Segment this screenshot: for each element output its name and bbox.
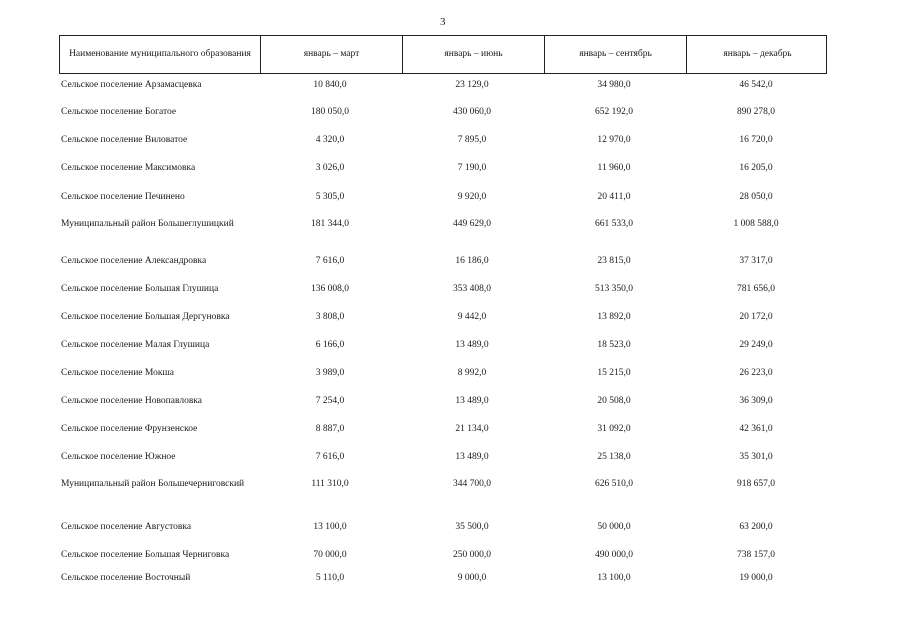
value-h1: 23 129,0 <box>455 80 489 90</box>
municipality-name: Сельское поселение Богатое <box>61 107 177 117</box>
value-h1: 344 700,0 <box>453 479 491 489</box>
value-year: 16 205,0 <box>739 163 773 173</box>
value-q1: 5 110,0 <box>315 573 345 583</box>
value-9m: 490 000,0 <box>595 550 633 560</box>
municipality-name: Сельское поселение Восточный <box>61 573 191 583</box>
value-h1: 13 489,0 <box>455 340 489 350</box>
value-h1: 9 000,0 <box>457 573 487 583</box>
value-9m: 626 510,0 <box>595 479 633 489</box>
value-9m: 12 970,0 <box>597 135 631 145</box>
value-year: 16 720,0 <box>739 135 773 145</box>
value-q1: 13 100,0 <box>313 522 347 532</box>
value-h1: 9 920,0 <box>457 192 487 202</box>
page-number: 3 <box>440 16 446 28</box>
value-q1: 136 008,0 <box>311 284 349 294</box>
municipality-name: Сельское поселение Большая Дергуновка <box>61 312 230 322</box>
value-h1: 449 629,0 <box>453 219 491 229</box>
value-h1: 13 489,0 <box>455 452 489 462</box>
value-h1: 9 442,0 <box>457 312 487 322</box>
municipality-name: Сельское поселение Южное <box>61 452 176 462</box>
value-q1: 111 310,0 <box>311 479 349 489</box>
value-q1: 5 305,0 <box>315 192 345 202</box>
value-year: 890 278,0 <box>737 107 775 117</box>
municipality-name: Сельское поселение Печинено <box>61 192 185 202</box>
municipality-name: Сельское поселение Августовка <box>61 522 192 532</box>
municipality-name: Муниципальный район Большеглушицкий <box>61 219 234 229</box>
municipality-name: Сельское поселение Большая Глушица <box>61 284 219 294</box>
header-name-column: Наименование муниципального образования <box>60 36 261 73</box>
value-year: 28 050,0 <box>739 192 773 202</box>
value-9m: 13 100,0 <box>597 573 631 583</box>
value-year: 46 542,0 <box>739 80 773 90</box>
value-q1: 3 026,0 <box>315 163 345 173</box>
value-h1: 35 500,0 <box>455 522 489 532</box>
municipality-name: Сельское поселение Александровка <box>61 256 207 266</box>
value-q1: 7 616,0 <box>315 256 345 266</box>
value-q1: 10 840,0 <box>313 80 347 90</box>
municipality-name: Сельское поселение Малая Глушица <box>61 340 210 350</box>
value-h1: 13 489,0 <box>455 396 489 406</box>
value-q1: 3 989,0 <box>315 368 345 378</box>
value-year: 738 157,0 <box>737 550 775 560</box>
value-h1: 7 895,0 <box>457 135 487 145</box>
value-q1: 7 254,0 <box>315 396 345 406</box>
value-year: 37 317,0 <box>739 256 773 266</box>
value-year: 1 008 588,0 <box>733 219 779 229</box>
municipality-name: Сельское поселение Новопавловка <box>61 396 202 406</box>
value-year: 36 309,0 <box>739 396 773 406</box>
value-9m: 23 815,0 <box>597 256 631 266</box>
value-9m: 513 350,0 <box>595 284 633 294</box>
value-9m: 20 411,0 <box>597 192 631 202</box>
header-year-column: январь – декабрь <box>723 49 792 59</box>
value-9m: 25 138,0 <box>597 452 631 462</box>
value-h1: 430 060,0 <box>453 107 491 117</box>
value-year: 19 000,0 <box>739 573 773 583</box>
municipality-name: Сельское поселение Большая Черниговка <box>61 550 230 560</box>
value-9m: 50 000,0 <box>597 522 631 532</box>
header-9m-column: январь – сентябрь <box>545 36 687 73</box>
value-q1: 3 808,0 <box>315 312 345 322</box>
municipality-name: Сельское поселение Максимовка <box>61 163 196 173</box>
table-header <box>59 35 827 74</box>
value-9m: 34 980,0 <box>597 80 631 90</box>
value-h1: 21 134,0 <box>455 424 489 434</box>
value-q1: 181 344,0 <box>311 219 349 229</box>
value-h1: 7 190,0 <box>457 163 487 173</box>
value-h1: 353 408,0 <box>453 284 491 294</box>
value-q1: 4 320,0 <box>315 135 345 145</box>
header-q1-column: январь – март <box>261 36 403 73</box>
value-year: 29 249,0 <box>739 340 773 350</box>
value-9m: 652 192,0 <box>595 107 633 117</box>
value-h1: 16 186,0 <box>455 256 489 266</box>
value-h1: 250 000,0 <box>453 550 491 560</box>
value-q1: 180 050,0 <box>311 107 349 117</box>
value-9m: 18 523,0 <box>597 340 631 350</box>
value-year: 42 361,0 <box>739 424 773 434</box>
value-q1: 8 887,0 <box>315 424 345 434</box>
municipality-name: Сельское поселение Фрунзенское <box>61 424 198 434</box>
value-9m: 20 508,0 <box>597 396 631 406</box>
value-year: 35 301,0 <box>739 452 773 462</box>
municipality-name: Сельское поселение Виловатое <box>61 135 188 145</box>
value-year: 20 172,0 <box>739 312 773 322</box>
value-9m: 15 215,0 <box>597 368 631 378</box>
header-h1-column: январь – июнь <box>403 36 545 73</box>
municipality-name: Сельское поселение Мокша <box>61 368 174 378</box>
value-year: 26 223,0 <box>739 368 773 378</box>
value-q1: 6 166,0 <box>315 340 345 350</box>
value-year: 781 656,0 <box>737 284 775 294</box>
value-year: 63 200,0 <box>739 522 773 532</box>
value-q1: 70 000,0 <box>313 550 347 560</box>
value-q1: 7 616,0 <box>315 452 345 462</box>
value-h1: 8 992,0 <box>457 368 487 378</box>
value-year: 918 657,0 <box>737 479 775 489</box>
value-9m: 31 092,0 <box>597 424 631 434</box>
value-9m: 661 533,0 <box>595 219 633 229</box>
value-9m: 13 892,0 <box>597 312 631 322</box>
municipality-name: Сельское поселение Арзамасцевка <box>61 80 202 90</box>
municipality-name: Муниципальный район Большечерниговский <box>61 479 245 489</box>
value-9m: 11 960,0 <box>597 163 631 173</box>
